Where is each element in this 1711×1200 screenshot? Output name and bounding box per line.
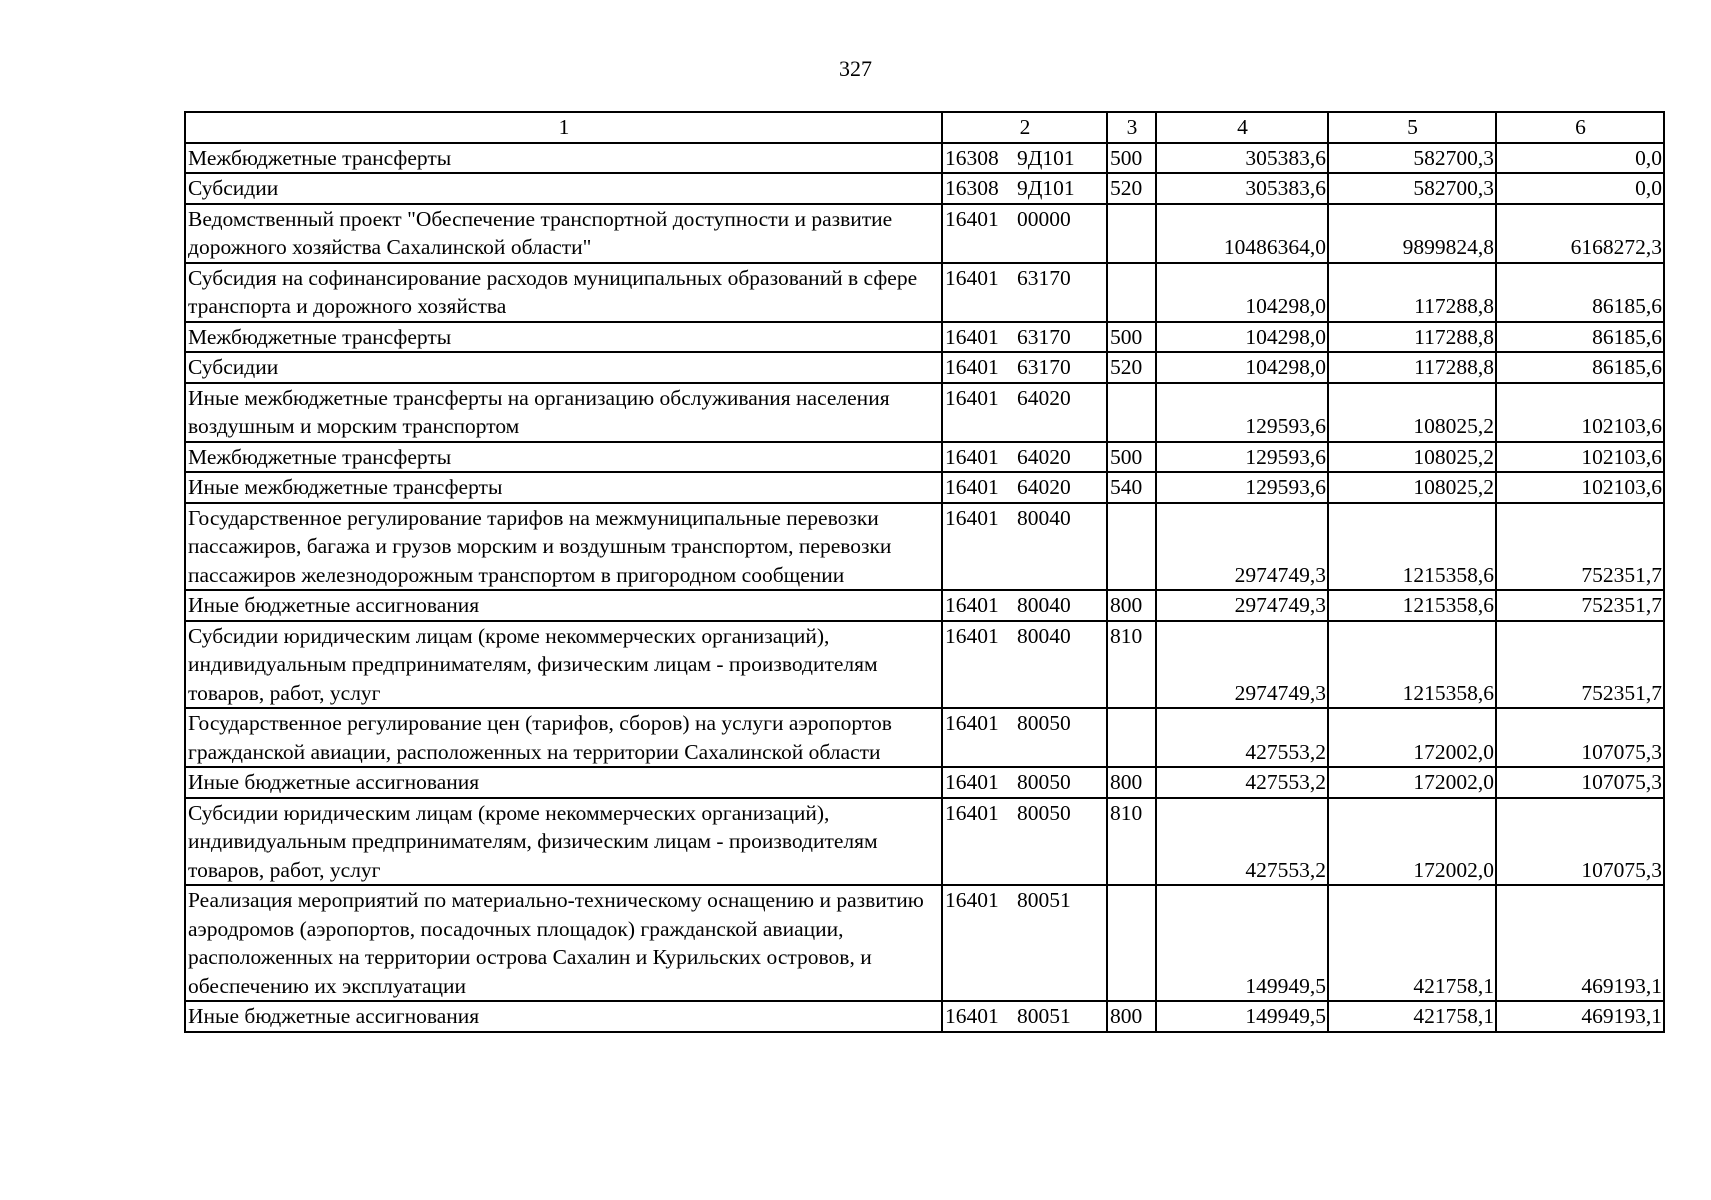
row-name-cell: Иные бюджетные ассигнования [185, 767, 942, 798]
table-row [185, 1001, 1664, 1032]
table-row [185, 352, 1664, 383]
amount-cell-v4: 129593,6 [1156, 383, 1328, 442]
code-cell [942, 352, 1107, 383]
code-cell [942, 442, 1107, 473]
amount-cell-v4: 129593,6 [1156, 472, 1328, 503]
code-cell [942, 472, 1107, 503]
amount-cell-v4: 427553,2 [1156, 798, 1328, 886]
expense-type-cell [1107, 383, 1156, 442]
code-cell [942, 503, 1107, 591]
row-name-cell: Реализация мероприятий по материально-техническому оснащению и развитию аэродромов (аэропортов, посадочных площадок) гражданской авиации, расположенных на территории острова Сахалин и Курильских островов, и обеспечению их эксплуатации [185, 885, 942, 1001]
expense-type-cell [1107, 503, 1156, 591]
amount-cell-v5: 117288,8 [1328, 322, 1496, 353]
code-cell [942, 173, 1107, 204]
table-row [185, 767, 1664, 798]
direction-code: 80040 [1017, 505, 1071, 530]
code-cell [942, 1001, 1107, 1032]
expense-type-cell [1107, 204, 1156, 263]
table-row [185, 708, 1664, 767]
amount-cell-v6: 0,0 [1496, 173, 1664, 204]
row-name-cell: Иные межбюджетные трансферты [185, 472, 942, 503]
amount-cell-v6: 107075,3 [1496, 708, 1664, 767]
row-name-cell: Межбюджетные трансферты [185, 143, 942, 174]
expense-type-cell: 520 [1107, 173, 1156, 204]
table-row [185, 204, 1664, 263]
code-cell [942, 767, 1107, 798]
program-code: 16401 [945, 593, 999, 617]
expense-type-cell [1107, 885, 1156, 1001]
row-name-cell: Межбюджетные трансферты [185, 442, 942, 473]
amount-cell-v6: 752351,7 [1496, 590, 1664, 621]
amount-cell-v6: 107075,3 [1496, 798, 1664, 886]
expense-type-cell: 810 [1107, 798, 1156, 886]
amount-cell-v5: 582700,3 [1328, 143, 1496, 174]
expense-type-cell: 540 [1107, 472, 1156, 503]
amount-cell-v4: 104298,0 [1156, 322, 1328, 353]
code-cell [942, 708, 1107, 767]
column-header: 6 [1496, 112, 1664, 143]
column-header: 5 [1328, 112, 1496, 143]
amount-cell-v6: 102103,6 [1496, 383, 1664, 442]
program-code: 16401 [945, 800, 999, 825]
amount-cell-v5: 1215358,6 [1328, 503, 1496, 591]
amount-cell-v5: 108025,2 [1328, 472, 1496, 503]
direction-code: 80050 [1017, 770, 1071, 794]
code-cell [942, 621, 1107, 709]
table-row [185, 442, 1664, 473]
table-row [185, 263, 1664, 322]
amount-cell-v6: 102103,6 [1496, 472, 1664, 503]
direction-code: 9Д101 [1017, 145, 1075, 170]
amount-cell-v5: 117288,8 [1328, 352, 1496, 383]
code-cell [942, 204, 1107, 263]
expense-type-cell: 800 [1107, 1001, 1156, 1032]
program-code: 16401 [945, 888, 999, 912]
amount-cell-v5: 582700,3 [1328, 173, 1496, 204]
amount-cell-v6: 469193,1 [1496, 1001, 1664, 1032]
row-name-cell: Иные межбюджетные трансферты на организацию обслуживания населения воздушным и морским транспортом [185, 383, 942, 442]
program-code: 16308 [945, 176, 999, 200]
program-code: 16401 [945, 324, 999, 349]
row-name-cell: Межбюджетные трансферты [185, 322, 942, 353]
code-cell [942, 590, 1107, 621]
program-code: 16401 [945, 505, 999, 530]
amount-cell-v6: 469193,1 [1496, 885, 1664, 1001]
amount-cell-v4: 427553,2 [1156, 708, 1328, 767]
row-name-cell: Иные бюджетные ассигнования [185, 1001, 942, 1032]
row-name-cell: Субсидии [185, 352, 942, 383]
amount-cell-v4: 149949,5 [1156, 885, 1328, 1001]
column-header: 3 [1107, 112, 1156, 143]
amount-cell-v4: 10486364,0 [1156, 204, 1328, 263]
amount-cell-v4: 427553,2 [1156, 767, 1328, 798]
amount-cell-v6: 102103,6 [1496, 442, 1664, 473]
table-row [185, 472, 1664, 503]
amount-cell-v5: 1215358,6 [1328, 621, 1496, 709]
table-row [185, 322, 1664, 353]
program-code: 16401 [945, 444, 999, 469]
direction-code: 80050 [1017, 711, 1071, 735]
direction-code: 64020 [1017, 444, 1071, 469]
program-code: 16401 [945, 770, 999, 794]
row-name-cell: Государственное регулирование тарифов на межмуниципальные перевозки пассажиров, багажа и грузов морским и воздушным транспортом, перевозки пассажиров железнодорожным транспортом в пригородном сообщении [185, 503, 942, 591]
amount-cell-v4: 129593,6 [1156, 442, 1328, 473]
expense-type-cell: 800 [1107, 767, 1156, 798]
amount-cell-v5: 1215358,6 [1328, 590, 1496, 621]
direction-code: 80051 [1017, 1004, 1071, 1028]
program-code: 16401 [945, 385, 999, 410]
direction-code: 63170 [1017, 265, 1071, 290]
amount-cell-v6: 0,0 [1496, 143, 1664, 174]
code-cell [942, 322, 1107, 353]
code-cell [942, 143, 1107, 174]
table-row [185, 885, 1664, 1001]
row-name-cell: Субсидии [185, 173, 942, 204]
expense-type-cell: 800 [1107, 590, 1156, 621]
budget-table [184, 111, 1665, 1033]
amount-cell-v5: 421758,1 [1328, 885, 1496, 1001]
code-cell [942, 263, 1107, 322]
amount-cell-v4: 104298,0 [1156, 263, 1328, 322]
program-code: 16401 [945, 1004, 999, 1028]
amount-cell-v5: 172002,0 [1328, 767, 1496, 798]
amount-cell-v5: 108025,2 [1328, 442, 1496, 473]
row-name-cell: Субсидии юридическим лицам (кроме некоммерческих организаций), индивидуальным предпринимателям, физическим лицам - производителям товаров, работ, услуг [185, 621, 942, 709]
program-code: 16401 [945, 711, 999, 735]
amount-cell-v4: 305383,6 [1156, 143, 1328, 174]
amount-cell-v6: 6168272,3 [1496, 204, 1664, 263]
row-name-cell: Ведомственный проект "Обеспечение транспортной доступности и развитие дорожного хозяйства Сахалинской области" [185, 204, 942, 263]
row-name-cell: Субсидия на софинансирование расходов муниципальных образований в сфере транспорта и дорожного хозяйства [185, 263, 942, 322]
amount-cell-v4: 149949,5 [1156, 1001, 1328, 1032]
column-header: 1 [185, 112, 942, 143]
table-row [185, 621, 1664, 709]
direction-code: 63170 [1017, 355, 1071, 379]
page-number: 327 [839, 56, 872, 81]
code-cell [942, 383, 1107, 442]
amount-cell-v4: 2974749,3 [1156, 621, 1328, 709]
expense-type-cell: 500 [1107, 143, 1156, 174]
program-code: 16401 [945, 623, 999, 648]
program-code: 16308 [945, 145, 999, 170]
code-cell [942, 885, 1107, 1001]
row-name-cell: Иные бюджетные ассигнования [185, 590, 942, 621]
amount-cell-v6: 86185,6 [1496, 352, 1664, 383]
program-code: 16401 [945, 355, 999, 379]
direction-code: 00000 [1017, 206, 1071, 231]
expense-type-cell: 500 [1107, 442, 1156, 473]
direction-code: 9Д101 [1017, 176, 1075, 200]
amount-cell-v6: 107075,3 [1496, 767, 1664, 798]
direction-code: 80051 [1017, 888, 1071, 912]
column-header: 2 [942, 112, 1107, 143]
table-row [185, 143, 1664, 174]
amount-cell-v5: 172002,0 [1328, 798, 1496, 886]
amount-cell-v4: 104298,0 [1156, 352, 1328, 383]
row-name-cell: Субсидии юридическим лицам (кроме некоммерческих организаций), индивидуальным предпринимателям, физическим лицам - производителям товаров, работ, услуг [185, 798, 942, 886]
direction-code: 63170 [1017, 324, 1071, 349]
amount-cell-v4: 2974749,3 [1156, 503, 1328, 591]
table-row [185, 383, 1664, 442]
table-row [185, 503, 1664, 591]
amount-cell-v6: 86185,6 [1496, 322, 1664, 353]
amount-cell-v4: 305383,6 [1156, 173, 1328, 204]
direction-code: 80050 [1017, 800, 1071, 825]
column-header: 4 [1156, 112, 1328, 143]
amount-cell-v5: 117288,8 [1328, 263, 1496, 322]
direction-code: 64020 [1017, 385, 1071, 410]
direction-code: 80040 [1017, 623, 1071, 648]
expense-type-cell: 500 [1107, 322, 1156, 353]
expense-type-cell: 810 [1107, 621, 1156, 709]
table-row [185, 798, 1664, 886]
expense-type-cell [1107, 263, 1156, 322]
table-row [185, 590, 1664, 621]
amount-cell-v5: 108025,2 [1328, 383, 1496, 442]
table-row [185, 173, 1664, 204]
program-code: 16401 [945, 265, 999, 290]
table-header-row [185, 112, 1664, 143]
direction-code: 80040 [1017, 593, 1071, 617]
direction-code: 64020 [1017, 475, 1071, 499]
amount-cell-v6: 86185,6 [1496, 263, 1664, 322]
amount-cell-v6: 752351,7 [1496, 503, 1664, 591]
amount-cell-v6: 752351,7 [1496, 621, 1664, 709]
row-name-cell: Государственное регулирование цен (тарифов, сборов) на услуги аэропортов гражданской авиации, расположенных на территории Сахалинской области [185, 708, 942, 767]
expense-type-cell: 520 [1107, 352, 1156, 383]
amount-cell-v5: 421758,1 [1328, 1001, 1496, 1032]
program-code: 16401 [945, 206, 999, 231]
amount-cell-v5: 172002,0 [1328, 708, 1496, 767]
program-code: 16401 [945, 475, 999, 499]
code-cell [942, 798, 1107, 886]
amount-cell-v4: 2974749,3 [1156, 590, 1328, 621]
amount-cell-v5: 9899824,8 [1328, 204, 1496, 263]
expense-type-cell [1107, 708, 1156, 767]
